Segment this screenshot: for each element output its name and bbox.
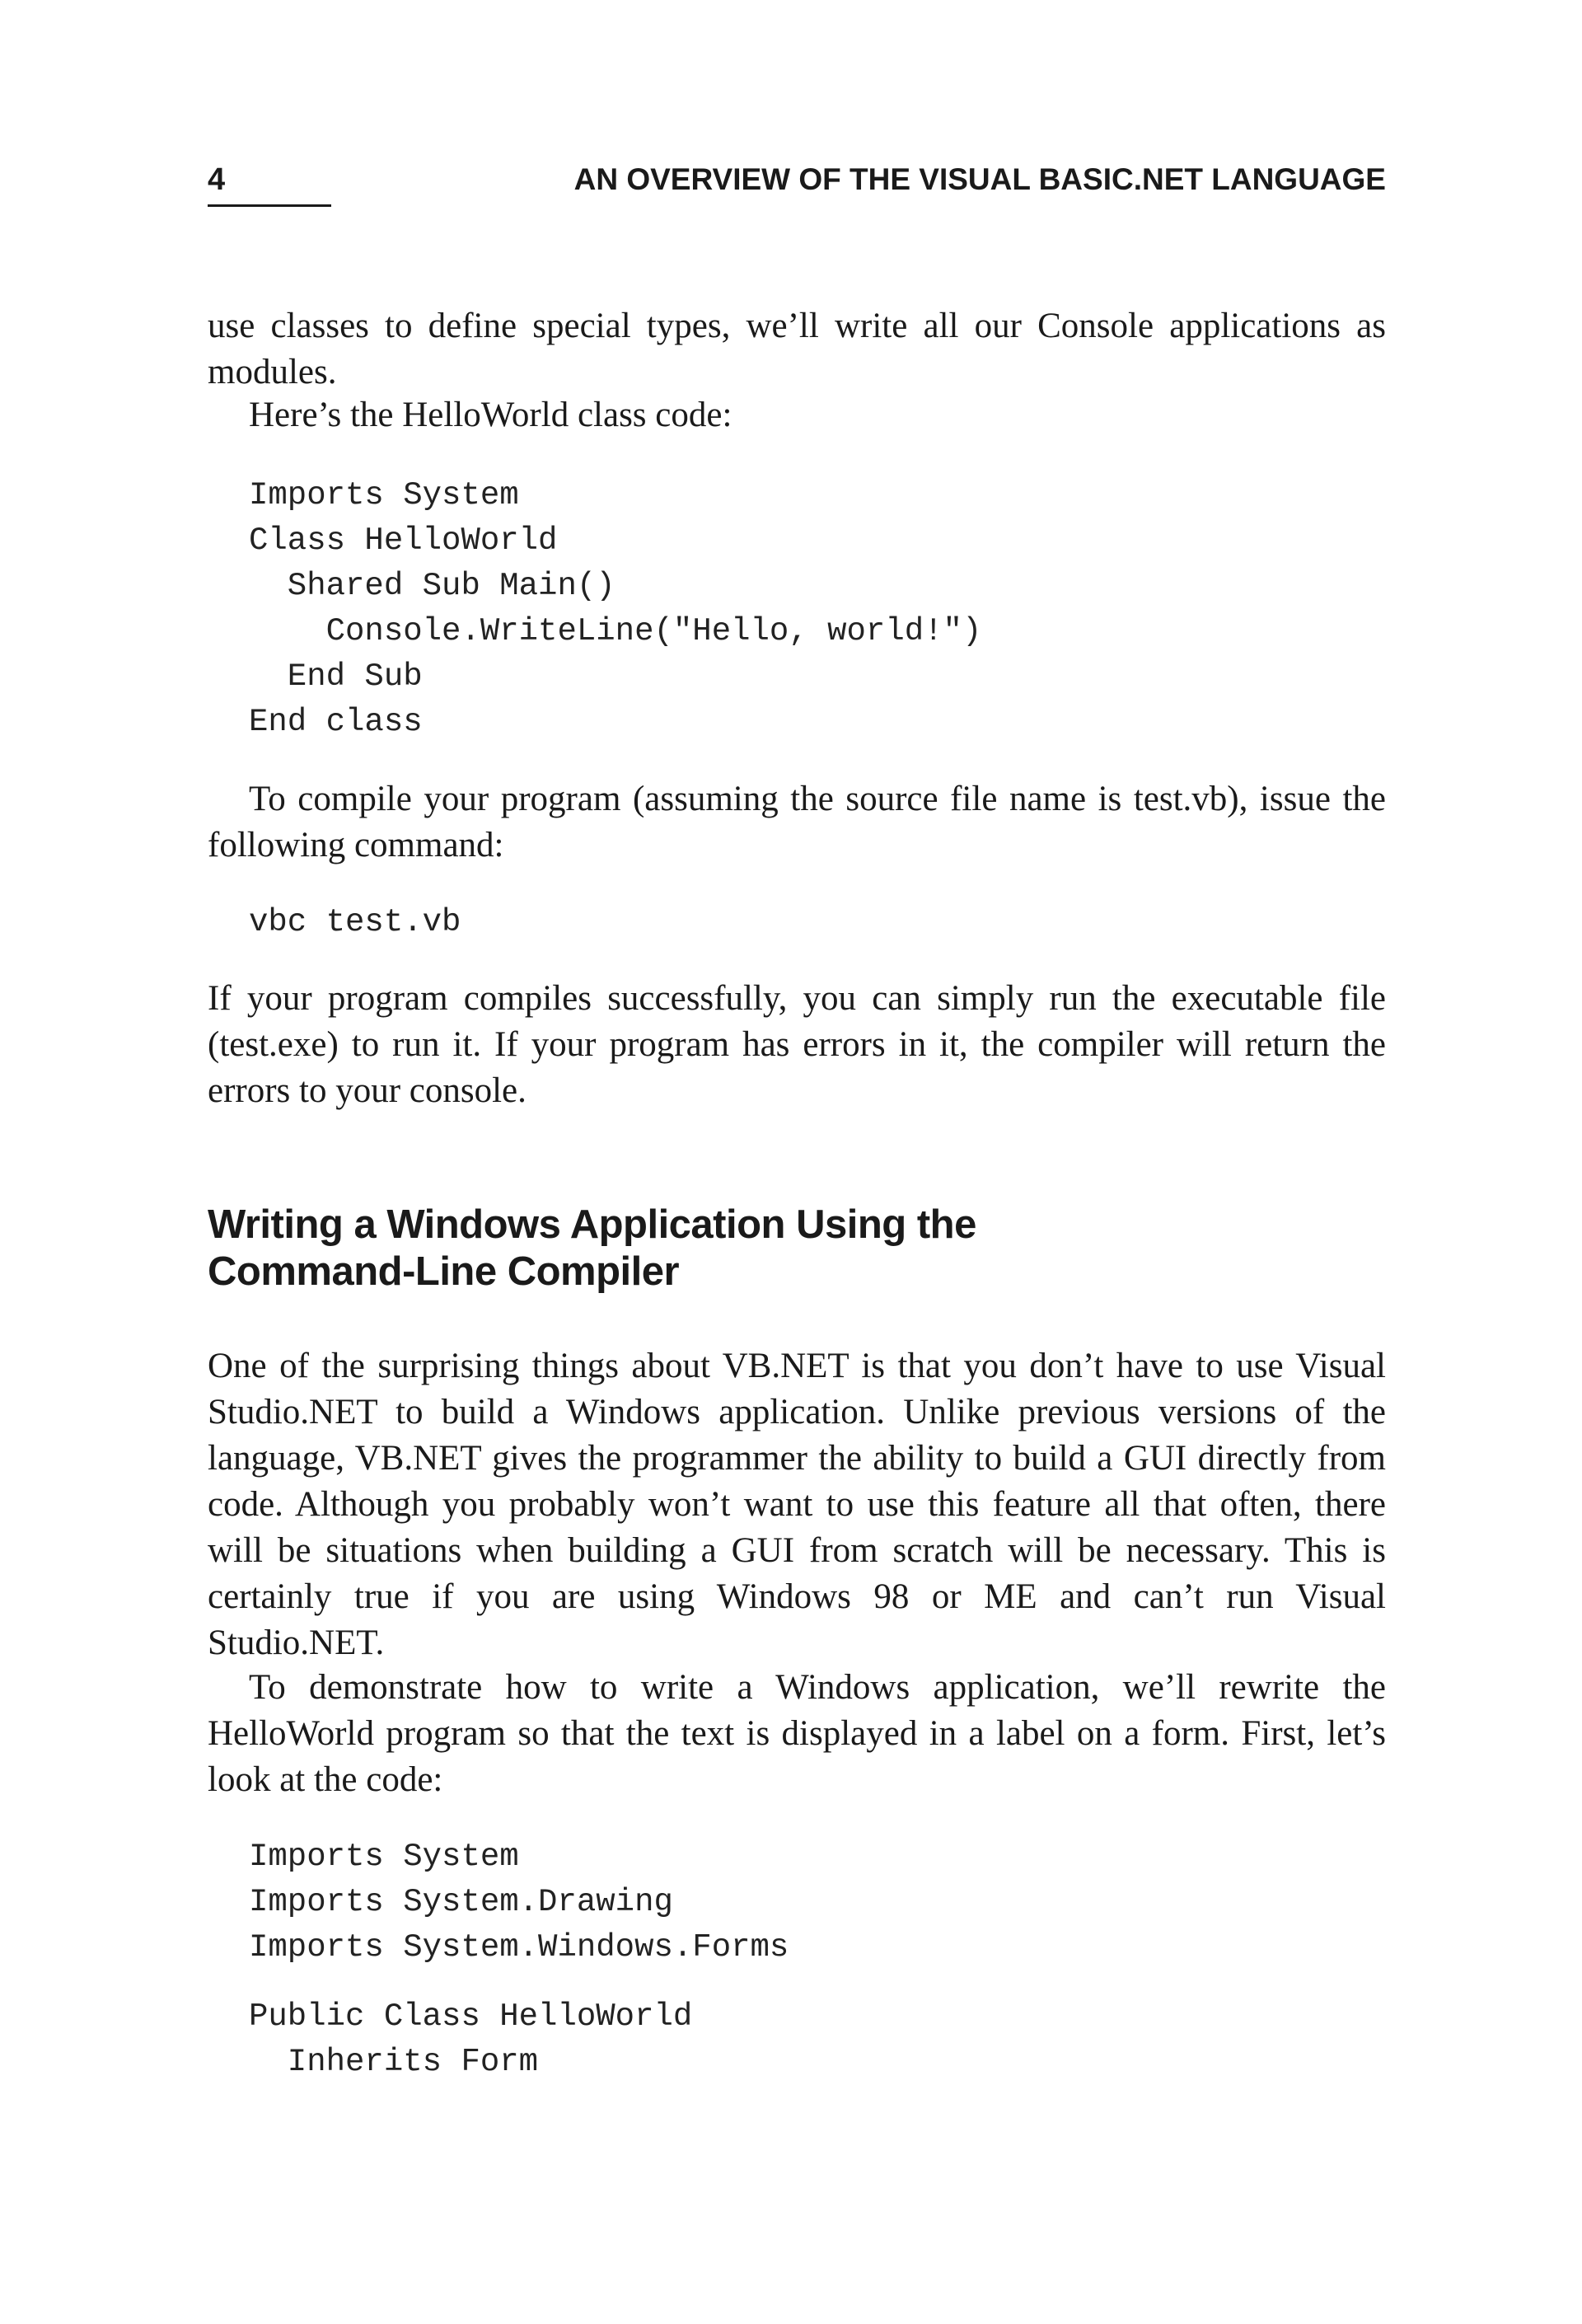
book-page: [208, 0, 1386, 2324]
paragraph-intro: use classes to define special types, we’ll write all our Console applications as modules.: [208, 307, 1386, 391]
section-heading-line1: Writing a Windows Application Using the: [208, 1202, 976, 1247]
page-number: 4: [208, 162, 331, 207]
paragraph-windows-intro: One of the surprising things about VB.NET is that you don’t have to use Visual Studio.NET to build a Windows application. Unlike previous versions of the language, VB.NET gives the programmer the ability to build a GUI directly from code. Although you probably won’t want to use this feature all that often, there will be situations when building a GUI from scratch will be necessary. This is certainly true if you are using Windows 98 or ME and can’t run Visual Studio.NET.: [208, 1347, 1386, 1662]
running-header: [208, 162, 1386, 211]
code-windows-imports: Imports System Imports System.Drawing Imports System.Windows.Forms: [249, 1839, 789, 1966]
paragraph-compile: To compile your program (assuming the source file name is test.vb), issue the following command:: [208, 780, 1386, 864]
code-windows-class: Public Class HelloWorld Inherits Form: [249, 1998, 693, 2080]
section-heading-line2: Command-Line Compiler: [208, 1249, 680, 1294]
running-title: AN OVERVIEW OF THE VISUAL BASIC.NET LANGUAGE: [573, 162, 1386, 196]
paragraph-hello-intro: Here’s the HelloWorld class code:: [249, 396, 732, 434]
section-heading: [208, 1202, 1386, 1296]
paragraph-run: If your program compiles successfully, you can simply run the executable file (test.exe) to run it. If your program has errors in it, the compiler will return the errors to your console.: [208, 979, 1386, 1110]
paragraph-demonstrate: To demonstrate how to write a Windows application, we’ll rewrite the HelloWorld program so that the text is displayed in a label on a form. First, let’s look at the code:: [208, 1668, 1386, 1799]
code-hello-class: Imports System Class HelloWorld Shared Sub Main() Console.WriteLine("Hello, world!") End Sub End class: [249, 477, 982, 740]
code-compile-command: vbc test.vb: [249, 904, 461, 940]
